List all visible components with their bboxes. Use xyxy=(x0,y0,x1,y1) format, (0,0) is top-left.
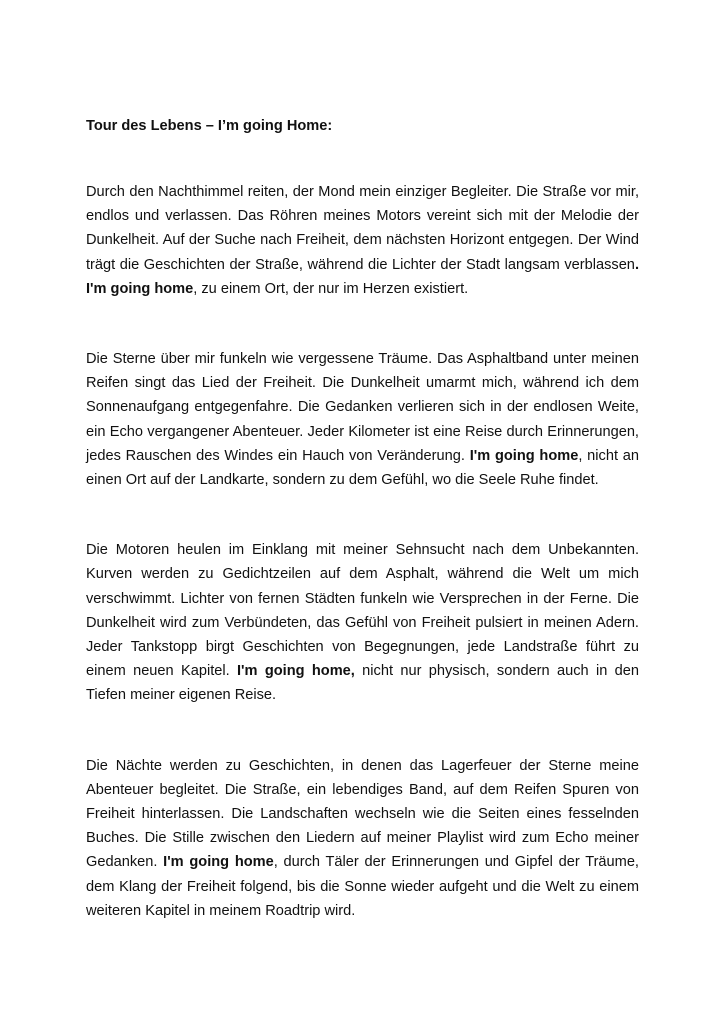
paragraph-2-text-b: , nicht an einen Ort auf der Landkarte, sondern zu dem Gefühl, wo die Seele Ruhe findet. xyxy=(86,447,639,489)
paragraph-1 xyxy=(86,180,639,301)
paragraph-3-emphasis: I'm going home, xyxy=(237,663,355,680)
paragraph-3-text-b: nicht nur physisch, sondern auch in den Tiefen meiner eigenen Reise. xyxy=(86,663,640,704)
paragraph-2-text-a: Die Sterne über mir funkeln wie vergessene Träume. Das Asphaltband unter meinen Reifen singt das Lied der Freiheit. Die Dunkelheit umarmt mich, während ich dem Sonnenaufgang entgegenfahre. Die Gedanken verlieren sich in der endlosen Weite, ein Echo vergangener Abenteuer. Jeder Kilometer ist eine Reise durch Erinnerungen, jedes Rauschen des Windes ein Hauch von Veränderung. xyxy=(86,351,639,464)
paragraph-4-text-a: Die Nächte werden zu Geschichten, in denen das Lagerfeuer der Sterne meine Abenteuer begleitet. Die Straße, ein lebendiges Band, auf dem Reifen Spuren von Freiheit hinterlassen. Die Landschaften wechseln wie die Seiten eines fesselnden Buches. Die Stille zwischen den Liedern auf meiner Playlist wird zum Echo meiner Gedanken. xyxy=(86,757,639,871)
paragraph-3-text-a: Die Motoren heulen im Einklang mit meiner Sehnsucht nach dem Unbekannten. Kurven werden zu Gedichtzeilen auf dem Asphalt, während die Welt um mich verschwimmt. Lichter von fernen Städten funkeln wie Versprechen in der Ferne. Die Dunkelheit wird zum Verbündeten, das Gefühl von Freiheit pulsiert in meinen Adern. Jeder Tankstopp birgt Geschichten von Begegnungen, jede Landstraße führt zu einem neuen Kapitel. xyxy=(86,542,639,680)
paragraph-2-emphasis: I'm going home xyxy=(469,447,579,464)
paragraph-1-text-a: Durch den Nachthimmel reiten, der Mond mein einziger Begleiter. Die Straße vor mir, endlos und verlassen. Das Röhren meines Motors vereint sich mit der Melodie der Dunkelheit. Auf der Suche nach Freiheit, dem nächsten Horizont entgegen. Der Wind trägt die Geschichten der Straße, während die Lichter der Stadt langsam verblassen xyxy=(86,184,639,273)
paragraph-1-text-b: , zu einem Ort, der nur im Herzen existiert. xyxy=(193,280,469,297)
paragraph-4 xyxy=(86,754,639,923)
paragraph-2 xyxy=(86,347,639,492)
paragraph-1-emphasis: . I'm going home xyxy=(86,256,639,297)
document-title: Tour des Lebens – I’m going Home: xyxy=(86,118,333,134)
paragraph-3 xyxy=(86,538,639,707)
document-page xyxy=(86,114,639,923)
paragraph-4-emphasis: I'm going home xyxy=(163,854,274,871)
paragraph-4-text-b: , durch Täler der Erinnerungen und Gipfel der Träume, dem Klang der Freiheit folgend, bis die Sonne wieder aufgeht und die Welt zu einem weiteren Kapitel in meinem Roadtrip wird. xyxy=(86,854,639,919)
